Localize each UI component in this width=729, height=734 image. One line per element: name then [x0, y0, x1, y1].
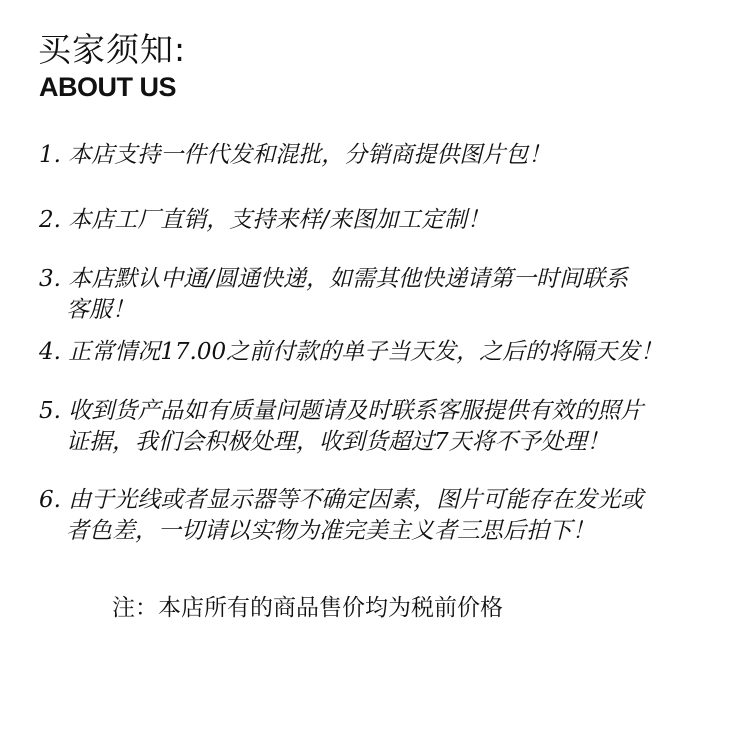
- price-note: 注：本店所有的商品售价均为税前价格: [112, 595, 503, 621]
- notice-item-6-text-continued: 者色差，一切请以实物为准完美主义者三思后拍下！: [66, 518, 595, 544]
- notice-item-1: [39, 140, 551, 171]
- notice-item-2: [39, 205, 490, 236]
- notice-item-2-text: 2. 本店工厂直销，支持来样/来图加工定制！: [39, 207, 491, 233]
- notice-item-6-text: 6. 由于光线或者显示器等不确定因素，图片可能存在发光或: [39, 487, 644, 513]
- notice-item-5-text: 5. 收到货产品如有质量问题请及时联系客服提供有效的照片: [39, 398, 644, 424]
- notice-item-5-text-continued: 证据，我们会积极处理，收到货超过7天将不予处理！: [66, 429, 610, 455]
- notice-item-1-text: 1. 本店支持一件代发和混批，分销商提供图片包！: [39, 142, 552, 168]
- notice-item-4-text: 4. 正常情况17.00之前付款的单子当天发，之后的将隔天发！: [39, 339, 664, 365]
- page-subtitle: ABOUT US: [39, 72, 176, 102]
- page-title: 买家须知:: [38, 30, 187, 69]
- notice-item-3: [39, 264, 628, 326]
- notice-item-5: [39, 396, 643, 458]
- notice-item-4: [39, 337, 663, 368]
- notice-item-3-text: 3. 本店默认中通/圆通快递，如需其他快递请第一时间联系: [39, 266, 629, 292]
- notice-item-6: [39, 485, 643, 547]
- notice-item-3-text-continued: 客服！: [66, 297, 135, 323]
